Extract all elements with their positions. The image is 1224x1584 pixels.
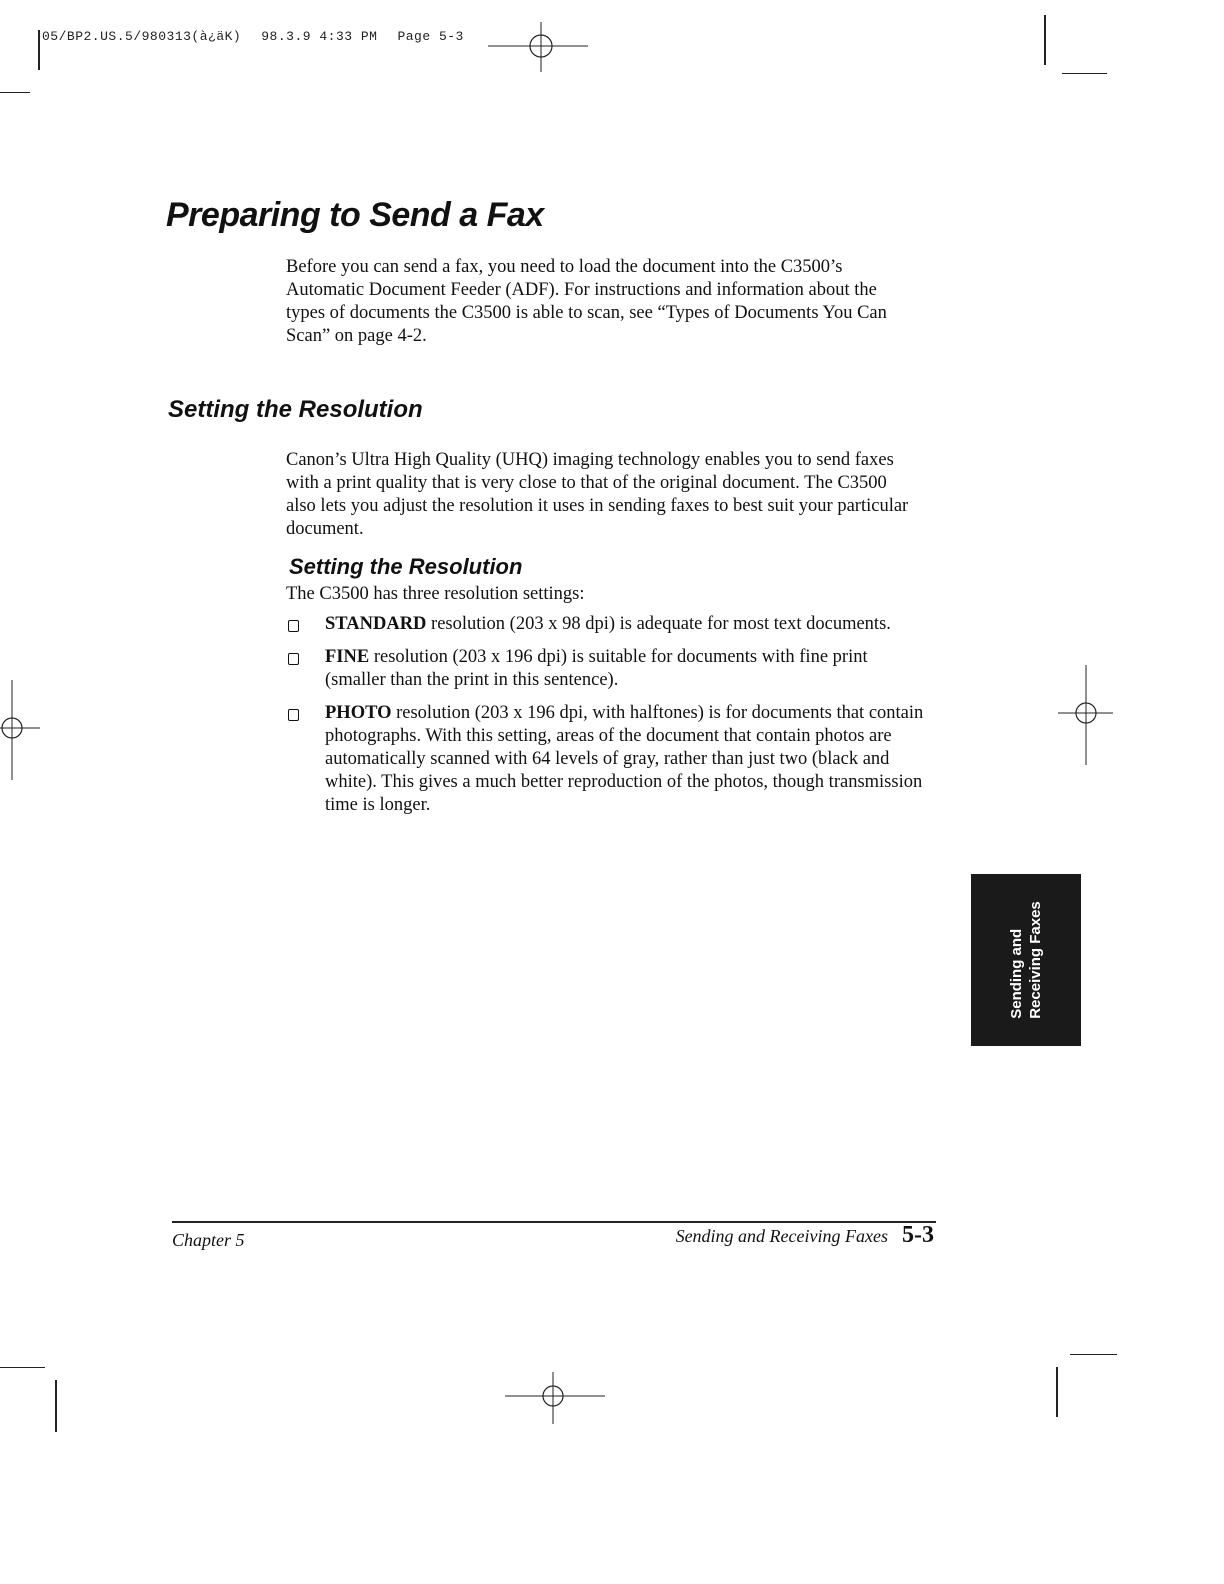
slug-page-label: Page 5-3	[397, 29, 464, 44]
list-item-text: resolution (203 x 98 dpi) is adequate for most text documents.	[426, 614, 891, 634]
slug-timestamp: 98.3.9 4:33 PM	[261, 29, 378, 44]
registration-mark-top-icon	[488, 20, 588, 72]
registration-mark-left-icon	[0, 680, 40, 780]
resolution-list	[288, 613, 928, 827]
list-item-term: FINE	[325, 647, 370, 667]
checkbox-bullet-icon	[288, 620, 299, 632]
crop-mark-bottom-left-horizontal	[0, 1367, 45, 1368]
thumb-tab-line-2: Receiving Faxes	[1027, 901, 1044, 1019]
subsection-heading: Setting the Resolution	[289, 554, 523, 579]
slug-file: 05/BP2.US.5/980313(à¿äK)	[42, 29, 242, 44]
intro-paragraph: Before you can send a fax, you need to load the document into the C3500’s Automatic Document Feeder (ADF). For instructions and information about the types of documents the C3500 is able to scan, see “Types of Documents You Can Scan” on page 4-2.	[286, 257, 887, 346]
footer-section-title: Sending and Receiving Faxes	[675, 1226, 888, 1246]
footer-chapter: Chapter 5	[172, 1230, 245, 1250]
list-item	[288, 646, 928, 692]
section-heading: Setting the Resolution	[168, 396, 423, 423]
thumb-tab-label	[1007, 901, 1045, 1019]
list-item	[288, 702, 928, 817]
crop-mark-top-right-horizontal	[1062, 73, 1107, 74]
subsection-lead: The C3500 has three resolution settings:	[286, 584, 585, 604]
checkbox-bullet-icon	[288, 709, 299, 721]
crop-mark-bottom-right-vertical	[1056, 1367, 1058, 1417]
footer-right	[676, 1222, 934, 1249]
crop-mark-top-left-horizontal	[0, 92, 30, 93]
checkbox-bullet-icon	[288, 653, 299, 665]
list-item-term: PHOTO	[325, 703, 392, 723]
crop-mark-top-right-vertical	[1044, 15, 1046, 65]
registration-mark-right-icon	[1058, 665, 1118, 765]
crop-mark-top-left-vertical	[38, 30, 40, 70]
printer-slug	[42, 29, 464, 44]
crop-mark-bottom-left-vertical	[55, 1380, 57, 1432]
list-item-term: STANDARD	[325, 614, 427, 634]
page-title: Preparing to Send a Fax	[166, 196, 544, 234]
section-body: Canon’s Ultra High Quality (UHQ) imaging technology enables you to send faxes with a print quality that is very close to that of the original document. The C3500 also lets you adjust the resolution it uses in sending faxes to best suit your particular document.	[286, 450, 909, 539]
thumb-tab-line-1: Sending and	[1008, 928, 1025, 1019]
chapter-thumb-tab	[971, 874, 1081, 1046]
list-item-text: resolution (203 x 196 dpi, with halftones) is for documents that contain photographs. With this setting, areas of the document that contain photos are automatically scanned with 64 levels of gray, rather than just two (black and white). This gives a much better reproduction of the photos, though transmission time is longer.	[325, 703, 924, 815]
list-item-text: resolution (203 x 196 dpi) is suitable for documents with fine print (smaller than the print in this sentence).	[325, 647, 868, 690]
registration-mark-bottom-icon	[505, 1372, 605, 1424]
crop-mark-bottom-right-horizontal	[1070, 1354, 1117, 1355]
list-item	[288, 613, 928, 636]
footer-page-number: 5-3	[902, 1222, 934, 1248]
